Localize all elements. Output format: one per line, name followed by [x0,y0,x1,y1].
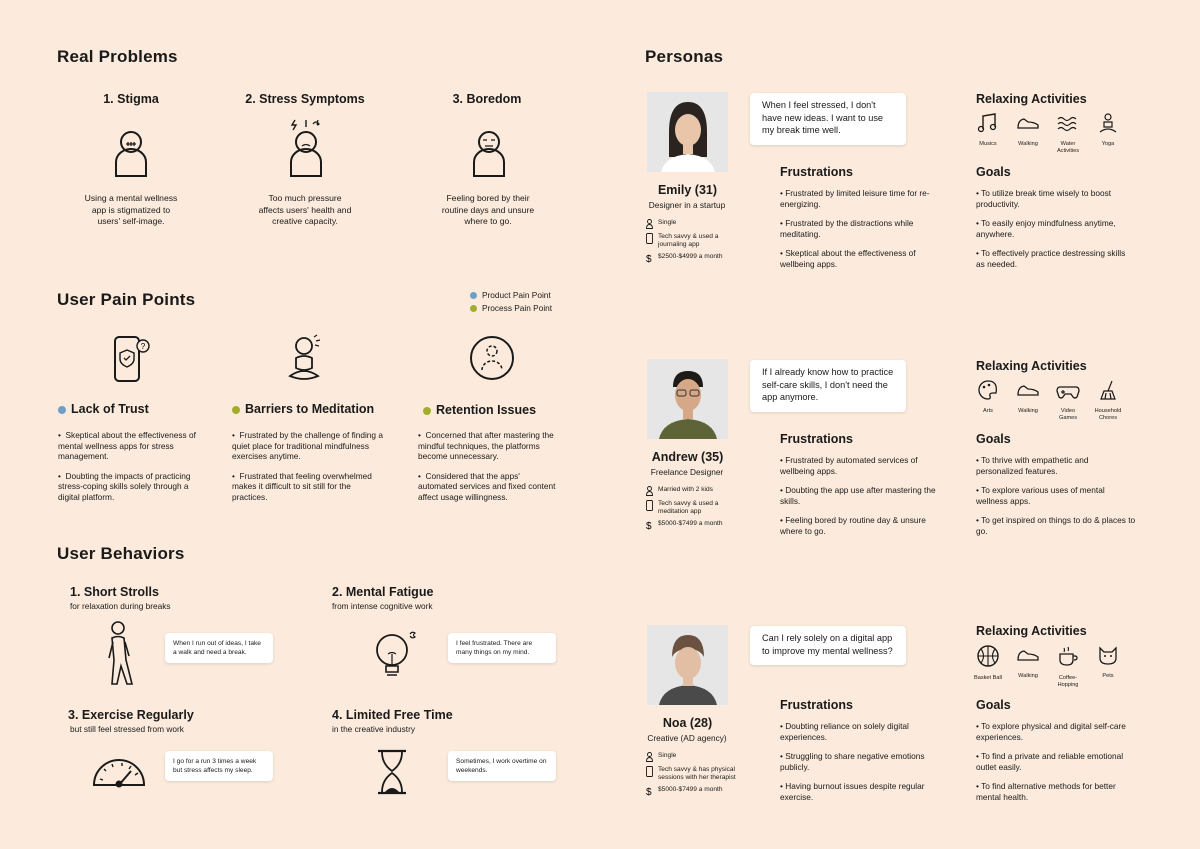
personas-title: Personas [645,47,724,66]
activity-chores [1093,379,1123,421]
activity-water [1053,112,1083,154]
meditating-person-icon [286,334,326,384]
frustrations-emily: • Frustrated by limited leisure time for re-energizing. • Frustrated by the distractions while meditating. • Skeptical about the effectiveness of wellbeing apps. [780,188,930,269]
legend-product-label: Product Pain Point [482,290,551,300]
goals-noa: • To explore physical and digital self-care experiences. • To find a private and reliable emotional outlet easily. • To find alternative methods for better mental health. [976,721,1126,802]
process-dot-icon [232,406,240,414]
persona-meta-status: Single [658,752,677,759]
pain-bullet: Skeptical about the effectiveness of mental wellness apps for stress management. [58,430,196,462]
behavior-subtitle-strolls: for relaxation during breaks [70,601,171,611]
retention-cycle-icon [468,334,516,382]
activity-video-games [1053,379,1083,421]
stressed-person-icon [286,118,326,178]
activity-coffee [1053,644,1083,688]
behavior-title-freetime: 4. Limited Free Time [332,708,453,722]
dollar-icon [646,253,653,263]
svg-text:$: $ [646,787,652,796]
persona-meta-income: $5000-$7499 a month [658,520,723,527]
sneaker-icon [1016,112,1040,134]
sneaker-icon [1016,644,1040,666]
activity-basketball [973,644,1003,688]
palette-icon [977,379,999,401]
process-dot-icon [423,407,431,415]
frustration-item: Doubting the app use after mastering the skills. [780,485,936,506]
activity-label: Basket Ball [974,675,1002,681]
problem-desc-stigma: Using a mental wellness app is stigmatized to users' self-image. [84,193,178,226]
goal-item: To find alternative methods for better mental health. [976,781,1116,802]
man-portrait-icon [647,359,728,439]
pain-points-legend [470,289,552,315]
persona-meta-tech: Tech savvy & used a meditation app [658,500,719,515]
frustration-item: Frustrated by automated services of wellbeing apps. [780,455,918,476]
behavior-subtitle-fatigue: from intense cognitive work [332,601,433,611]
person-icon [646,752,653,762]
person-icon [646,486,653,496]
persona-role-emily: Designer in a startup [648,200,726,210]
activity-yoga [1093,112,1123,154]
activity-walking [1013,112,1043,154]
pain-bullet: Considered that the apps' automated services and fixed content affect usage willingness. [418,470,556,502]
persona-name-noa: Noa (28) [662,716,713,730]
legend-process [470,302,552,315]
phone-icon [646,233,653,244]
pain-bullet: Frustrated by the challenge of finding a quiet place for traditional mindfulness exercises anytime. [232,430,383,462]
activity-label: Walking [1018,141,1038,147]
frustrations-title: Frustrations [780,698,853,712]
behavior-subtitle-exercise: but still feel stressed from work [70,724,184,734]
phone-icon [646,766,653,777]
frustration-item: Frustrated by the distractions while meditating. [780,218,914,239]
activity-label: Household Chores [1094,408,1122,421]
woman-portrait-icon [647,92,728,172]
activity-label: Water Activities [1056,141,1080,154]
goal-item: To get inspired on things to do & places to go. [976,515,1136,536]
legend-process-label: Process Pain Point [482,303,553,313]
goals-title: Goals [976,698,1011,712]
activity-music [973,112,1003,154]
behavior-quote-strolls: When I run out of ideas, I take a walk and need a break. [165,633,273,663]
activity-label: Yoga [1101,141,1115,147]
goal-item: To thrive with empathetic and personalized features. [976,455,1089,476]
phone-shield-icon [112,334,152,384]
activities-title: Relaxing Activities [976,624,1087,638]
problem-title-stress: 2. Stress Symptoms [245,92,365,106]
persona-meta-andrew [646,486,746,534]
pain-title-retention-label: Retention Issues [436,403,537,417]
basketball-icon [976,644,1000,668]
persona-meta-income: $2500-$4999 a month [658,253,723,260]
frustration-item: Doubting reliance on solely digital experiences. [780,721,909,742]
product-dot-icon [58,406,66,414]
activity-label: Pets [1102,673,1114,679]
frustration-item: Having burnout issues despite regular exercise. [780,781,925,802]
persona-quote-andrew: If I already know how to practice self-care skills, I don't need the app anymore. [750,360,906,412]
goal-item: To explore various uses of mental wellness apps. [976,485,1105,506]
real-problems-title: Real Problems [57,47,178,66]
pain-title-retention [423,403,536,417]
goals-title: Goals [976,165,1011,179]
behaviors-title: User Behaviors [57,544,185,563]
pain-points-title: User Pain Points [57,290,196,309]
activities-emily [973,112,1123,154]
frustrations-noa: • Doubting reliance on solely digital experiences. • Struggling to share negative emotions publicly. • Having burnout issues despite regular exercise. [780,721,925,802]
legend-product [470,289,552,302]
cat-icon [1096,644,1120,666]
persona-meta-emily [646,219,746,267]
walking-person-icon [100,620,140,688]
persona-role-andrew: Freelance Designer [650,467,724,477]
goals-title: Goals [976,432,1011,446]
stigma-person-icon [113,130,149,178]
svg-text:$: $ [646,254,652,263]
activity-label: Video Games [1058,408,1078,421]
goal-item: To find a private and reliable emotional outlet easily. [976,751,1124,772]
frustration-item: Frustrated by limited leisure time for re-energizing. [780,188,930,209]
persona-meta-income: $5000-$7499 a month [658,786,723,793]
activity-walking [1013,644,1043,688]
activity-pets [1093,644,1123,688]
goal-item: To utilize break time wisely to boost productivity. [976,188,1112,209]
gamepad-icon [1056,379,1080,401]
persona-photo-emily [647,92,728,172]
persona-photo-noa [647,625,728,705]
behavior-quote-exercise: I go for a run 3 times a week but stress affects my sleep. [165,751,273,781]
dollar-icon [646,786,653,796]
svg-text:$: $ [646,521,652,530]
behavior-subtitle-freetime: in the creative industry [332,724,416,734]
activities-noa [973,644,1123,688]
problem-title-boredom: 3. Boredom [452,92,522,106]
pain-bullet: Concerned that after mastering the mindful techniques, the platforms become unnecessary. [418,430,554,462]
activity-label: Walking [1018,408,1038,414]
yoga-icon [1097,112,1119,134]
persona-meta-status: Single [658,219,677,226]
behavior-title-exercise: 3. Exercise Regularly [68,708,194,722]
frustrations-andrew: • Frustrated by automated services of wellbeing apps. • Doubting the app use after mastering the skills. • Feeling bored by routine day & unsure where to go. [780,455,936,536]
product-dot-icon [470,292,477,299]
persona-photo-andrew [647,359,728,439]
pain-title-trust [58,402,149,416]
goal-item: To explore physical and digital self-care experiences. [976,721,1126,742]
svg-text:?: ? [140,342,146,351]
coffee-cup-icon [1056,644,1080,668]
pain-title-meditation-label: Barriers to Meditation [245,402,375,416]
activities-title: Relaxing Activities [976,92,1087,106]
behavior-quote-fatigue: I feel frustrated. There are many things on my mind. [448,633,556,663]
waves-icon [1056,112,1080,134]
persona-meta-status: Married with 2 kids [658,486,713,493]
persona-role-noa: Creative (AD agency) [647,733,727,743]
goals-emily: • To utilize break time wisely to boost productivity. • To easily enjoy mindfulness anytime, anywhere. • To effectively practice destressing skills as needed. [976,188,1126,269]
hourglass-icon [375,749,409,795]
pain-title-trust-label: Lack of Trust [71,402,149,416]
phone-icon [646,500,653,511]
activities-andrew [973,379,1123,421]
frustrations-title: Frustrations [780,165,853,179]
frustration-item: Skeptical about the effectiveness of wellbeing apps. [780,248,916,269]
problem-title-stigma: 1. Stigma [103,92,159,106]
problem-desc-boredom: Feeling bored by their routine days and unsure where to go. [441,193,535,226]
activity-walking [1013,379,1043,421]
pain-bullets-meditation: • Frustrated by the challenge of finding a quiet place for traditional mindfulness exercises anytime. • Frustrated that feeling overwhelmed makes it difficult to sit still for the practices. [232,430,383,502]
person-icon [646,219,653,229]
activity-arts [973,379,1003,421]
pain-bullets-retention: • Concerned that after mastering the mindful techniques, the platforms become unnecessary. • Considered that the apps' automated services and fixed content affect usage willingness. [418,430,556,502]
broom-icon [1097,379,1119,401]
problem-desc-stress: Too much pressure affects users' health and creative capacity. [258,193,352,226]
process-dot-icon [470,305,477,312]
activity-label: Coffee-Hopping [1057,675,1079,688]
persona-quote-emily: When I feel stressed, I don't have new ideas. I want to use my break time well. [750,93,906,145]
behavior-title-strolls: 1. Short Strolls [70,585,159,599]
goals-andrew: • To thrive with empathetic and personalized features. • To explore various uses of mental wellness apps. • To get inspired on things to do & places to go. [976,455,1136,536]
activity-label: Musics [979,141,997,147]
activity-label: Arts [983,408,993,414]
frustration-item: Feeling bored by routine day & unsure where to go. [780,515,926,536]
persona-name-andrew: Andrew (35) [651,450,724,464]
goal-item: To effectively practice destressing skills as needed. [976,248,1126,269]
persona-name-emily: Emily (31) [657,183,718,197]
frustrations-title: Frustrations [780,432,853,446]
frustration-item: Struggling to share negative emotions publicly. [780,751,925,772]
sneaker-icon [1016,379,1040,401]
pain-bullet: Doubting the impacts of practicing stress-coping skills solely through a digital platform. [58,470,191,502]
dollar-icon [646,520,653,530]
pain-bullet: Frustrated that feeling overwhelmed makes it difficult to sit still for the practices. [232,470,372,502]
music-note-icon [977,112,999,134]
persona-meta-noa [646,752,746,800]
bored-person-icon [471,130,507,178]
speedometer-icon [90,755,148,789]
behavior-quote-freetime: Sometimes, I work overtime on weekends. [448,751,556,781]
activity-label: Walking [1018,673,1038,679]
person-portrait-icon [647,625,728,705]
pain-bullets-trust: • Skeptical about the effectiveness of mental wellness apps for stress management. • Doubting the impacts of practicing stress-coping skills solely through a digital platform. [58,430,196,502]
persona-quote-noa: Can I rely solely on a digital app to improve my mental wellness? [750,626,906,665]
persona-meta-tech: Tech savvy & has physical sessions with her therapist [658,766,736,781]
pain-title-meditation [232,402,374,416]
behavior-title-fatigue: 2. Mental Fatigue [332,585,434,599]
lightbulb-icon [372,628,424,684]
activities-title: Relaxing Activities [976,359,1087,373]
persona-meta-tech: Tech savvy & used a journaling app [658,233,719,248]
goal-item: To easily enjoy mindfulness anytime, anywhere. [976,218,1116,239]
